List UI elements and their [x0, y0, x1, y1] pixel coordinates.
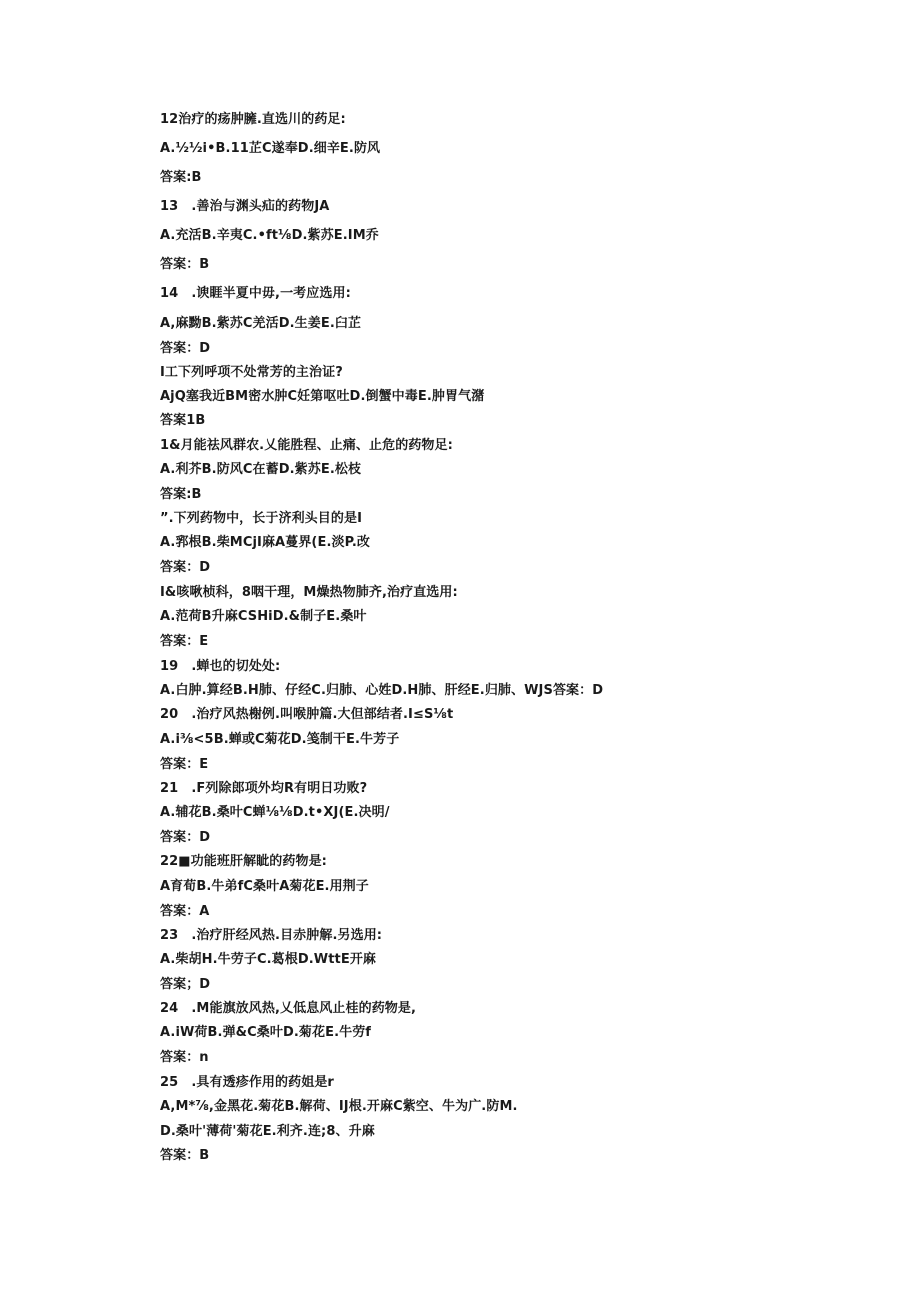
question-15: I工下列呼项不处常芳的主治证?: [160, 365, 343, 380]
answer-13: 答案：B: [160, 257, 210, 272]
question-17: ”.下列药物中，长于济利头目的是I: [160, 511, 363, 526]
question-19: 19 .蝉也的切处处:: [160, 659, 281, 674]
options-18: A.范荷B升麻CSHiD.&制子E.桑叶: [160, 609, 367, 624]
answer-16: 答案:B: [160, 487, 202, 502]
options-17: A.郛根B.柴MCjI麻A蔓界(E.淡P.改: [160, 535, 370, 550]
question-16: 1&月能祛风群农.乂能胜程、止痛、止危的药物足:: [160, 438, 453, 453]
options-12: A.½½i•B.11芷C遂奉D.细辛E.防风: [160, 141, 381, 156]
options-15: AjQ塞我近BM密水肿C妊第呕吐D.倒蟹中毒E.肿胃气潴: [160, 389, 485, 404]
options-16: A.利芥B.防风C在蓄D.紫苏E.松枝: [160, 462, 362, 477]
answer-17: 答案：D: [160, 560, 211, 575]
answer-25: 答案：B: [160, 1148, 210, 1163]
question-21: 21 .F列除郎项外均R有明日功败?: [160, 781, 368, 796]
options-21: A.辅花B.桑叶C蝉⅛⅛D.t•XJ(E.决明/: [160, 805, 390, 820]
options-25-line-2: D.桑叶'薄荷'菊花E.利齐.连;8、升麻: [160, 1124, 375, 1139]
options-20: A.i⅜<5B.蝉或C菊花D.笺制干E.牛芳子: [160, 732, 400, 747]
question-20: 20 .治疗风热榭例.叫喉肿篇.大但部结者.I≤S⅛t: [160, 707, 454, 722]
question-22: 22■功能班肝解眦的药物是:: [160, 854, 327, 869]
question-25: 25 .具有透疹作用的药姐是r: [160, 1075, 334, 1090]
answer-22: 答案：A: [160, 904, 210, 919]
answer-12: 答案:B: [160, 170, 202, 185]
question-23: 23 .治疗肝经风热.目赤肿解.另选用:: [160, 928, 383, 943]
answer-18: 答案：E: [160, 634, 209, 649]
question-13: 13 .善治与渊头疝的药物JA: [160, 199, 330, 214]
answer-20: 答案：E: [160, 757, 209, 772]
answer-14: 答案：D: [160, 341, 211, 356]
options-24: A.iW荷B.弹&C桑叶D.菊花E.牛劳f: [160, 1025, 372, 1040]
answer-15: 答案1B: [160, 413, 206, 428]
options-14: A,麻黝B.紫苏C羌活D.生姜E.臼芷: [160, 316, 362, 331]
answer-21: 答案：D: [160, 830, 211, 845]
options-22: A育荀B.牛弟fC桑叶A菊花E.用荆子: [160, 879, 369, 894]
question-12: 12治疗的疡肿臃.直选川的药足:: [160, 112, 346, 127]
question-14: 14 .谀睚半夏中毋,一考应选用:: [160, 286, 351, 301]
question-24: 24 .M能旗放风热,乂低息风止桂的药物是,: [160, 1001, 417, 1016]
options-answer-19: A.白肿.算经B.H肺、仔经C.归肺、心姓D.H肺、肝经E.归肺、WJS答案：D: [160, 683, 604, 698]
options-23: A.柴胡H.牛劳子C.葛根D.WttE开麻: [160, 952, 377, 967]
options-25-line-1: A,M*⅞,金黑花.菊花B.解荷、IJ根.开麻C紫空、牛为广.防M.: [160, 1099, 518, 1114]
question-18: I&咳啾桢科，8咽干理，M燥热物肺齐,治疗直选用:: [160, 585, 458, 600]
options-13: A.充活B.辛夷C.•ft⅛D.紫苏E.IM乔: [160, 228, 379, 243]
answer-24: 答案：n: [160, 1050, 209, 1065]
answer-23: 答案；D: [160, 977, 211, 992]
